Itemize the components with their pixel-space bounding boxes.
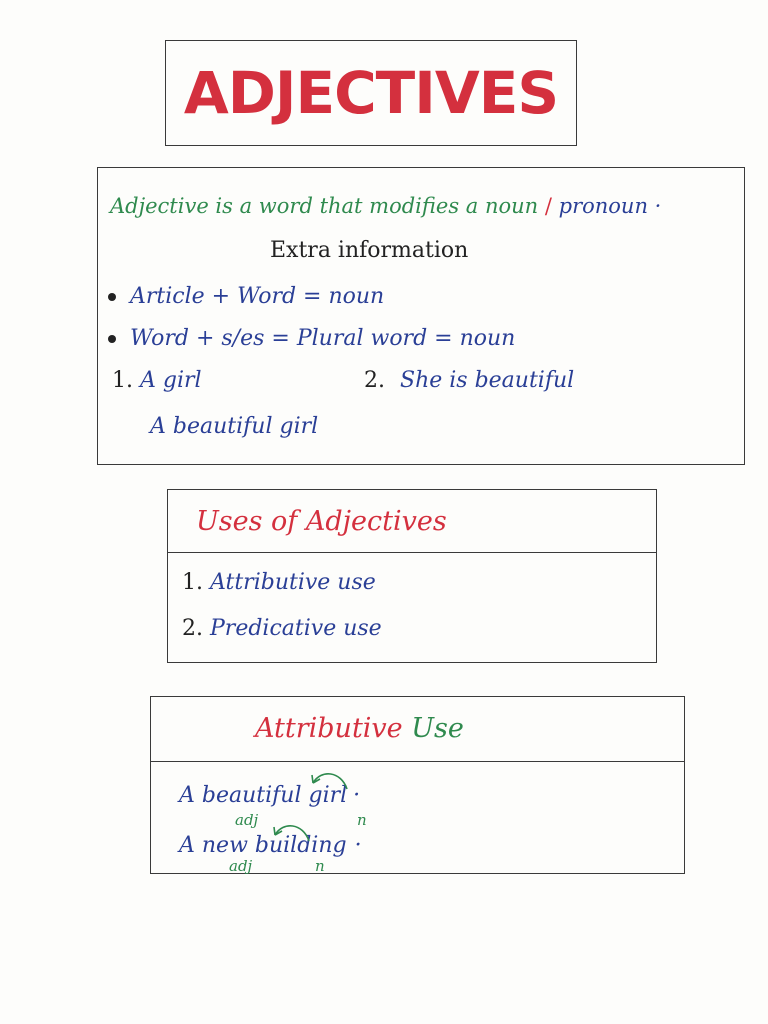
sentence-text: A new building: [179, 833, 347, 858]
example-text: A girl: [140, 368, 202, 393]
attributive-heading-use: Use: [411, 713, 464, 744]
definition-text: Adjective is a word that modifies a noun: [110, 194, 539, 218]
rule-item: [108, 326, 515, 351]
noun-tag: n: [315, 857, 325, 875]
uses-number: 2.: [182, 616, 203, 641]
bullet-icon: [108, 335, 116, 343]
example-text: She is beautiful: [400, 368, 575, 393]
rule-item: [108, 284, 384, 309]
attributive-heading-word: Attributive: [255, 713, 403, 744]
definition-dot: ·: [654, 194, 662, 218]
definition-sentence: [110, 194, 661, 218]
example-continuation: A beautiful girl: [150, 414, 319, 439]
attributive-box: [150, 696, 685, 874]
uses-text: Attributive use: [210, 570, 376, 595]
uses-number: 1.: [182, 570, 203, 595]
attributive-heading: [255, 713, 464, 744]
extra-info-heading: Extra information: [270, 238, 469, 263]
arrow-icon: [265, 819, 315, 845]
uses-item: [182, 616, 382, 641]
example-item: [364, 368, 574, 393]
attributive-header: [151, 697, 684, 762]
sentence-dot: ·: [353, 783, 361, 808]
arrow-icon: [303, 767, 353, 793]
uses-text: Predicative use: [210, 616, 382, 641]
sentence-text: A beautiful girl: [179, 783, 348, 808]
rule-text: Word + s/es = Plural word = noun: [130, 326, 516, 351]
definition-slash: /: [544, 194, 552, 218]
sentence-dot: ·: [354, 833, 362, 858]
uses-item: [182, 570, 376, 595]
example-item: [112, 368, 202, 393]
adj-tag: adj: [235, 811, 259, 829]
bullet-icon: [108, 293, 116, 301]
uses-heading: Uses of Adjectives: [196, 506, 447, 537]
rule-text: Article + Word = noun: [130, 284, 385, 309]
uses-header: [168, 490, 656, 553]
title-box: [165, 40, 577, 146]
adj-tag: adj: [229, 857, 253, 875]
example-number: 1.: [112, 368, 133, 393]
uses-box: [167, 489, 657, 663]
definition-pronoun: pronoun: [558, 194, 648, 218]
definition-box: [97, 167, 745, 465]
noun-tag: n: [357, 811, 367, 829]
page-title: ADJECTIVES: [183, 59, 559, 127]
example-number: 2.: [364, 368, 385, 393]
